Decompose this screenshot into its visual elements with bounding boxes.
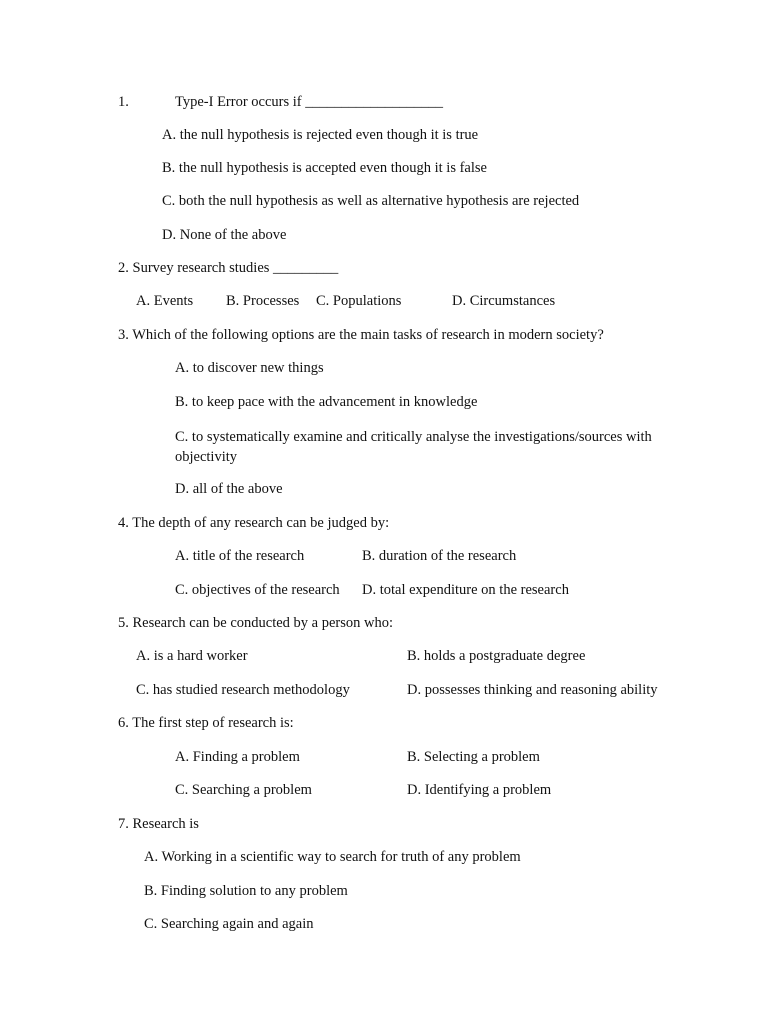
question-1-option-b: B. the null hypothesis is accepted even though it is false	[162, 160, 487, 176]
question-7-text: 7. Research is	[118, 816, 199, 832]
question-4-option-a: A. title of the research	[175, 548, 305, 564]
question-5-option-a: A. is a hard worker	[136, 648, 248, 664]
question-2-option-b: B. Processes	[226, 293, 300, 309]
question-2-text: 2. Survey research studies _________	[118, 260, 339, 276]
question-5-option-b: B. holds a postgraduate degree	[407, 648, 586, 664]
question-2-option-d: D. Circumstances	[452, 293, 556, 309]
question-3-option-b: B. to keep pace with the advancement in knowledge	[175, 394, 478, 410]
question-3-option-d: D. all of the above	[175, 481, 283, 497]
question-5-text: 5. Research can be conducted by a person who:	[118, 615, 393, 631]
question-6-text: 6. The first step of research is:	[118, 715, 294, 731]
question-5-option-d: D. possesses thinking and reasoning ability	[407, 682, 658, 698]
question-2-option-a: A. Events	[136, 293, 194, 309]
question-3-text: 3. Which of the following options are the main tasks of research in modern society?	[118, 327, 604, 343]
question-1-option-c: C. both the null hypothesis as well as alternative hypothesis are rejected	[162, 193, 580, 209]
question-1-text: Type-I Error occurs if ___________________	[175, 94, 443, 110]
question-4-option-c: C. objectives of the research	[175, 582, 340, 598]
question-6-option-d: D. Identifying a problem	[407, 782, 552, 798]
question-3-option-c: C. to systematically examine and critically analyse the investigations/sources with objectivity	[175, 429, 652, 465]
question-1-number: 1.	[118, 94, 129, 110]
question-6-option-b: B. Selecting a problem	[407, 749, 540, 765]
question-4-option-d: D. total expenditure on the research	[362, 582, 569, 598]
question-5-option-c: C. has studied research methodology	[136, 682, 350, 698]
question-1-option-a: A. the null hypothesis is rejected even though it is true	[162, 127, 479, 143]
question-7-option-a: A. Working in a scientific way to search for truth of any problem	[144, 849, 521, 865]
question-1-option-d: D. None of the above	[162, 227, 287, 243]
question-7-option-c: C. Searching again and again	[144, 916, 314, 932]
question-4-option-b: B. duration of the research	[362, 548, 517, 564]
question-6-option-a: A. Finding a problem	[175, 749, 300, 765]
question-7-option-b: B. Finding solution to any problem	[144, 883, 348, 899]
question-4-text: 4. The depth of any research can be judged by:	[118, 515, 390, 531]
question-6-option-c: C. Searching a problem	[175, 782, 312, 798]
question-3-option-a: A. to discover new things	[175, 360, 324, 376]
question-2-option-c: C. Populations	[316, 293, 402, 309]
